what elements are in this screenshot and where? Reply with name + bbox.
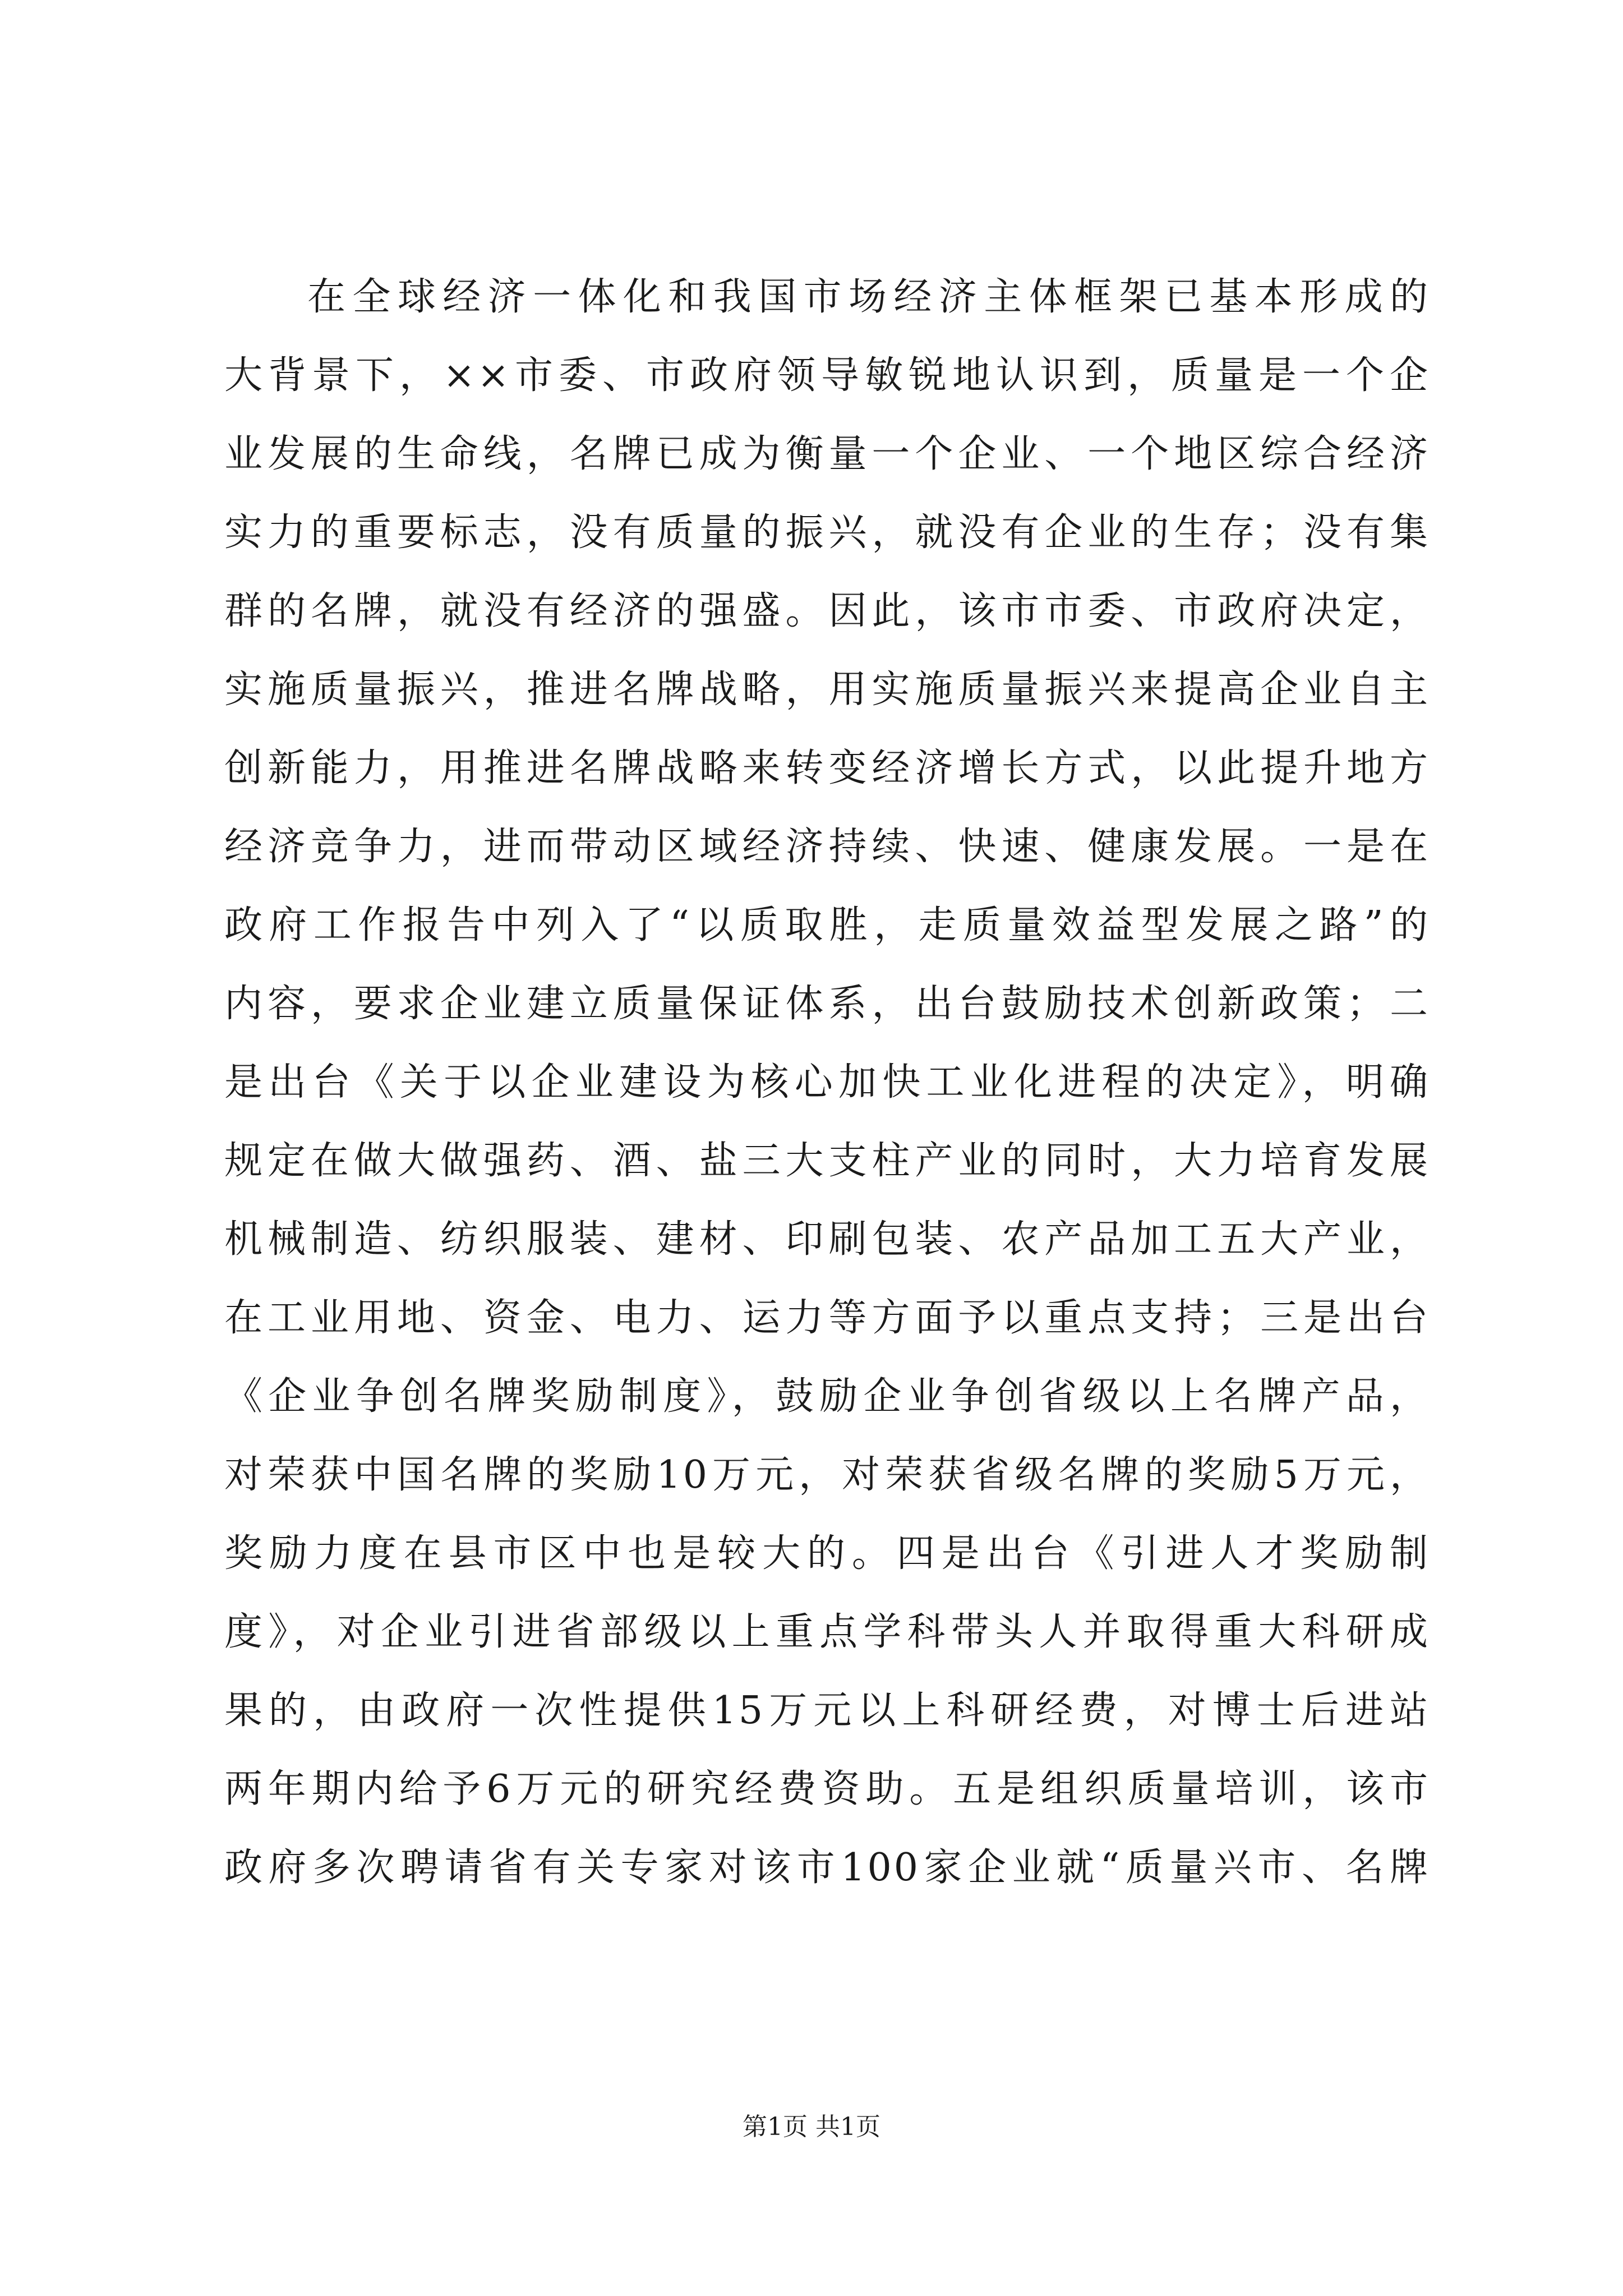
paragraph-line: 两年期内给予6万元的研究经费资助。五是组织质量培训，该市 [224,1767,1430,1811]
paragraph-line: 创新能力，用推进名牌战略来转变经济增长方式，以此提升地方 [224,746,1430,790]
paragraph-line: 规定在做大做强药、酒、盐三大支柱产业的同时，大力培育发展 [224,1139,1430,1183]
paragraph-line: 业发展的生命线，名牌已成为衡量一个企业、一个地区综合经济 [224,432,1430,476]
paragraph-line: 政府多次聘请省有关专家对该市100家企业就“质量兴市、名牌 [224,1846,1430,1890]
paragraph-line: 大背景下，××市委、市政府领导敏锐地认识到，质量是一个企 [224,353,1430,398]
paragraph-line: 实力的重要标志，没有质量的振兴，就没有企业的生存；没有集 [224,510,1430,555]
paragraph-line: 内容，要求企业建立质量保证体系，出台鼓励技术创新政策；二 [224,982,1430,1026]
page-footer: 第1页 共1页 [743,2113,880,2141]
body-paragraph [224,258,1430,1907]
paragraph-line: 实施质量振兴，推进名牌战略，用实施质量振兴来提高企业自主 [224,668,1430,712]
paragraph-line: 机械制造、纺织服装、建材、印刷包装、农产品加工五大产业， [224,1217,1430,1262]
paragraph-line: 奖励力度在县市区中也是较大的。四是出台《引进人才奖励制 [224,1531,1430,1576]
paragraph-line: 在全球经济一体化和我国市场经济主体框架已基本形成的 [307,275,1430,319]
paragraph-line: 在工业用地、资金、电力、运力等方面予以重点支持；三是出台 [224,1296,1430,1340]
paragraph-line: 度》，对企业引进省部级以上重点学科带头人并取得重大科研成 [224,1610,1430,1654]
paragraph-line: 经济竞争力，进而带动区域经济持续、快速、健康发展。一是在 [224,825,1430,869]
paragraph-line: 群的名牌，就没有经济的强盛。因此，该市市委、市政府决定， [224,589,1430,633]
paragraph-line: 政府工作报告中列入了“以质取胜，走质量效益型发展之路”的 [224,903,1430,947]
paragraph-line: 是出台《关于以企业建设为核心加快工业化进程的决定》，明确 [224,1060,1430,1105]
paragraph-line: 对荣获中国名牌的奖励10万元，对荣获省级名牌的奖励5万元， [224,1453,1430,1497]
paragraph-line: 《企业争创名牌奖励制度》，鼓励企业争创省级以上名牌产品， [224,1374,1430,1419]
paragraph-line: 果的，由政府一次性提供15万元以上科研经费，对博士后进站 [224,1688,1430,1733]
